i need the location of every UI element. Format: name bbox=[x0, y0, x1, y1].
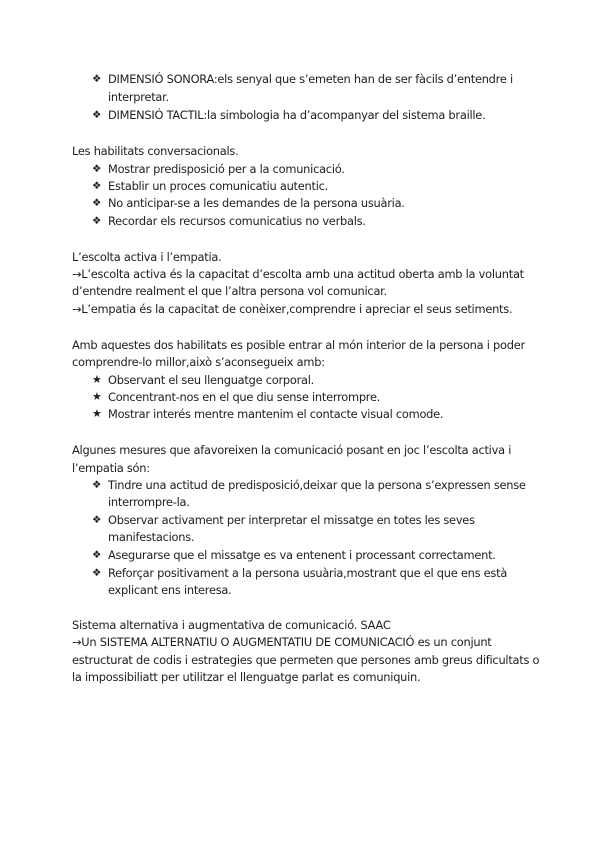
bullet-text: DIMENSIÓ TACTIL:la simbologia ha d’acompanyar del sistema braille. bbox=[108, 108, 486, 122]
star-bullet-icon: ★ bbox=[92, 390, 102, 403]
paragraph-line bbox=[72, 300, 512, 318]
diamond-bullet-icon: ❖ bbox=[92, 514, 102, 526]
star-bullet-icon: ★ bbox=[92, 373, 102, 386]
section-heading-conversational: Les habilitats conversacionals. bbox=[72, 144, 239, 158]
list-item: Asegurarse que el missatge es va entenent i processant correctament. bbox=[108, 548, 496, 562]
diamond-bullet-icon: ❖ bbox=[92, 73, 102, 85]
paragraph-line: estructurat de codis i estrategies que permeten que persones amb greus dificultats o bbox=[72, 653, 540, 667]
arrow-icon: → bbox=[72, 267, 82, 281]
paragraph-text: L’empatia és la capacitat de conèixer,comprendre i apreciar el seus setiments. bbox=[81, 302, 513, 316]
paragraph-line: comprendre-lo millor,això s’aconsegueix amb: bbox=[72, 355, 325, 369]
paragraph-text: L’escolta activa és la capacitat d’escolta amb una actitud oberta amb la voluntat bbox=[81, 267, 524, 281]
paragraph-text: Un SISTEMA ALTERNATIU O AUGMENTATIU DE COMUNICACIÓ es un conjunt bbox=[81, 635, 492, 649]
diamond-bullet-icon: ❖ bbox=[92, 567, 102, 579]
list-item: Tindre una actitud de predisposició,deixar que la persona s’expressen sense bbox=[108, 478, 526, 492]
list-item: Observar activament per interpretar el missatge en totes les seves bbox=[108, 513, 475, 527]
list-item: Mostrar predisposició per a la comunicació. bbox=[108, 162, 345, 176]
diamond-bullet-icon: ❖ bbox=[92, 479, 102, 491]
bullet-text: DIMENSIÓ SONORA:els senyal que s’emeten han de ser fàcils d’entendre i bbox=[108, 72, 513, 86]
list-item: Recordar els recursos comunicatius no verbals. bbox=[108, 214, 366, 228]
paragraph-line: d’entendre realment el que l’altra persona vol comunicar. bbox=[72, 284, 387, 298]
list-item: Mostrar interés mentre mantenim el contacte visual comode. bbox=[108, 407, 444, 421]
diamond-bullet-icon: ❖ bbox=[92, 109, 102, 121]
diamond-bullet-icon: ❖ bbox=[92, 197, 102, 209]
diamond-bullet-icon: ❖ bbox=[92, 163, 102, 175]
diamond-bullet-icon: ❖ bbox=[92, 549, 102, 561]
arrow-icon: → bbox=[72, 302, 82, 316]
paragraph-line: la impossibiliatt per utilitzar el llenguatge parlat es comuniquin. bbox=[72, 670, 421, 684]
diamond-bullet-icon: ❖ bbox=[92, 215, 102, 227]
paragraph-line bbox=[72, 633, 492, 651]
diamond-bullet-icon: ❖ bbox=[92, 180, 102, 192]
list-item: Concentrant-nos en el que diu sense interrompre. bbox=[108, 390, 381, 404]
paragraph-line: Algunes mesures que afavoreixen la comunicació posant en joc l’escolta activa i bbox=[72, 443, 512, 457]
star-bullet-icon: ★ bbox=[92, 407, 102, 420]
bullet-text-continued: interpretar. bbox=[108, 90, 169, 104]
list-item: Observant el seu llenguatge corporal. bbox=[108, 373, 315, 387]
section-heading-escolta: L’escolta activa i l’empatia. bbox=[72, 250, 222, 264]
list-item: Establir un proces comunicatiu autentic. bbox=[108, 179, 329, 193]
list-item-continued: explicant ens interesa. bbox=[108, 583, 232, 597]
list-item-continued: interrompre-la. bbox=[108, 495, 190, 509]
paragraph-line bbox=[72, 265, 524, 283]
section-heading-saac: Sistema alternativa i augmentativa de comunicació. SAAC bbox=[72, 618, 391, 632]
list-item: No anticipar-se a les demandes de la persona usuària. bbox=[108, 196, 405, 210]
arrow-icon: → bbox=[72, 635, 82, 649]
list-item-continued: manifestacions. bbox=[108, 530, 195, 544]
paragraph-line: Amb aquestes dos habilitats es posible entrar al món interior de la persona i poder bbox=[72, 338, 525, 352]
list-item: Reforçar positivament a la persona usuària,mostrant que el que ens està bbox=[108, 566, 508, 580]
paragraph-line: l’empatia són: bbox=[72, 461, 150, 475]
